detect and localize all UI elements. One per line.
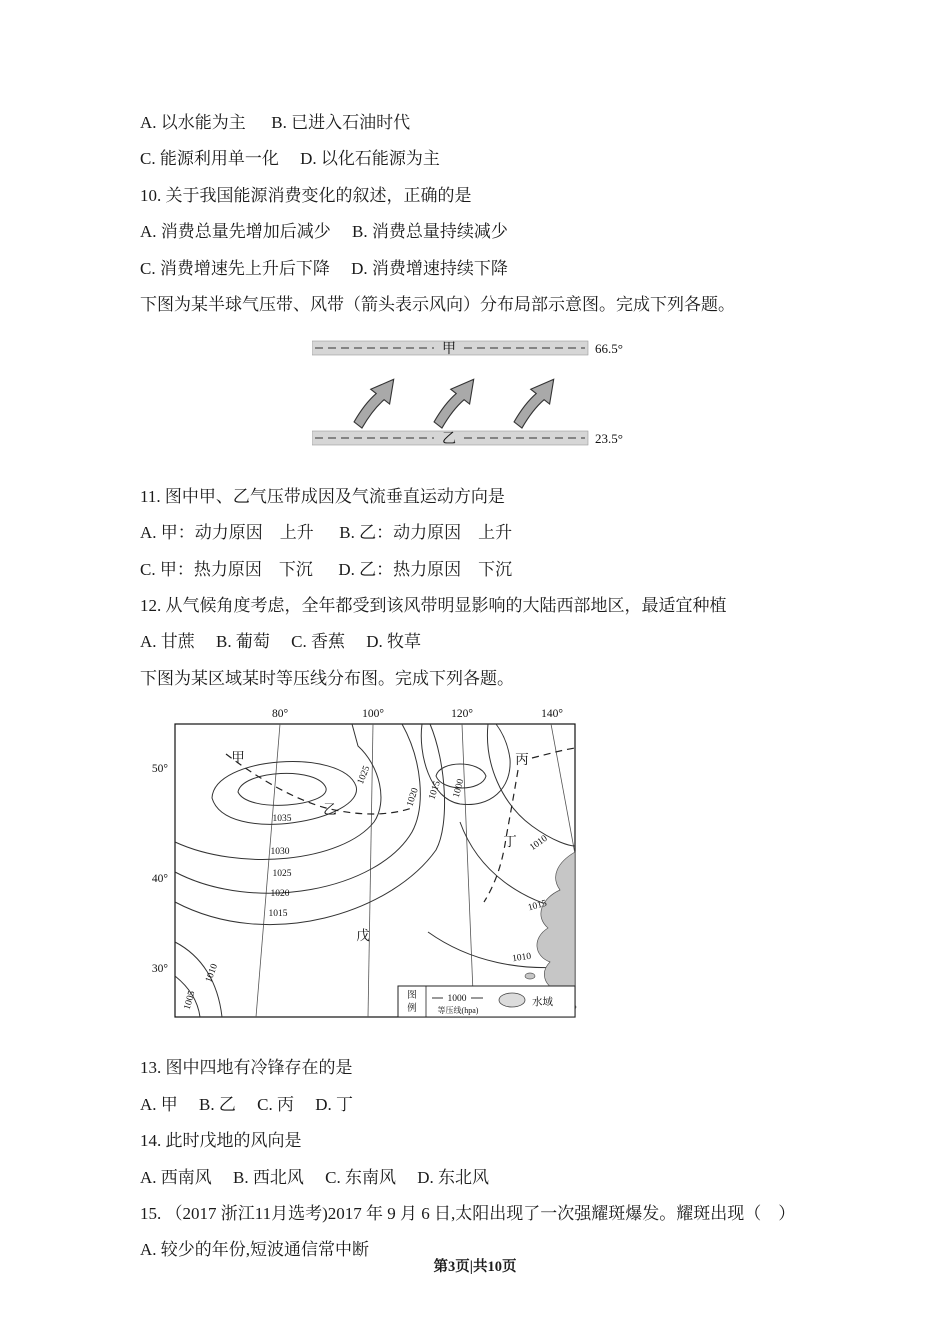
isobar-value: 1005 [182,990,198,1012]
q9-options-row-ab: A. 以水能为主 B. 已进入石油时代 [140,113,411,132]
isobar-value: 1020 [270,889,290,900]
q14-stem: 14. 此时戊地的风向是 [140,1131,302,1151]
isobar-value-labels [182,764,550,1015]
q15-stem: 15. （2017 浙江11月选考)2017 年 9 月 6 日,太阳出现了一次强耀斑爆发。耀斑出现（ ） [140,1204,796,1223]
longitude-labels [272,708,563,720]
pressure-belt-diagram [312,331,810,464]
legend-isoline-caption: 等压线(hpa) [437,1006,479,1016]
fig2-intro: 下图为某区域某时等压线分布图。完成下列各题。 [140,668,514,688]
bottom-pressure-band [312,431,623,447]
isobar-value: 1015 [268,909,288,920]
q11-options-row-ab: A. 甲：动力原因 上升 B. 乙：动力原因 上升 [140,523,513,543]
wind-arrows [349,372,564,432]
isobar-value: 1010 [204,962,221,985]
top-pressure-band [312,341,623,357]
legend-isoline-value: 1000 [447,994,467,1005]
band-bottom-label: 乙 [442,431,456,447]
map-frame [175,724,575,1017]
isobar-value: 1025 [272,869,292,880]
isobar-value: 1015 [427,780,443,802]
latitude-bottom-label: 23.5° [595,430,623,446]
isobar-lines [175,724,575,1017]
page-number: 第3页|共10页 [433,1259,517,1275]
isobar-map [130,704,810,1041]
legend-water-symbol [499,993,525,1007]
isobar-value: 1010 [528,834,550,854]
isobar-map-svg [130,704,600,1036]
page-footer [0,1255,950,1276]
lat-label: 50° [151,763,168,776]
lat-label: 30° [151,963,168,976]
point-label-yi: 乙 [323,802,337,818]
q11-options-row-cd: C. 甲：热力原因 下沉 D. 乙：热力原因 下沉 [140,559,513,579]
q14-options: A. 西南风 B. 西北风 C. 东南风 D. 东北风 [140,1167,489,1187]
isobar-value: 1035 [272,814,292,825]
band-top-label: 甲 [442,341,456,357]
isobar-value: 1015 [527,899,548,914]
q13-options: A. 甲 B. 乙 C. 丙 D. 丁 [140,1094,353,1114]
q10-options-row-cd: C. 消费增速先上升后下降 D. 消费增速持续下降 [140,258,508,278]
q11-stem: 11. 图中甲、乙气压带成因及气流垂直运动方向是 [140,486,505,506]
lon-label: 80° [271,708,289,721]
point-label-bing: 丙 [515,752,529,768]
point-label-ding: 丁 [503,834,517,850]
q10-options-row-ab: A. 消费总量先增加后减少 B. 消费总量持续减少 [140,222,508,242]
legend-title-char: 例 [407,1004,417,1015]
isobar-value: 1020 [405,787,421,809]
latitude-labels [152,763,169,975]
isobar-value: 1030 [270,847,290,858]
lon-label: 100° [362,708,384,721]
legend-water-label: 水域 [532,997,553,1009]
lon-label: 140° [541,708,563,721]
lat-label: 40° [151,873,168,886]
lon-label: 120° [451,708,473,721]
q12-stem: 12. 从气候角度考虑，全年都受到该风带明显影响的大陆西部地区，最适宜种植 [140,595,727,615]
isobar-value: 1025 [355,764,373,787]
point-label-wu: 戊 [356,928,370,944]
q9-options-row-cd: C. 能源利用单一化 D. 以化石能源为主 [140,149,440,169]
wind-arrow-icon [509,372,564,432]
q13-stem: 13. 图中四地有冷锋存在的是 [140,1058,353,1078]
q12-options: A. 甘蔗 B. 葡萄 C. 香蕉 D. 牧草 [140,632,421,652]
wind-arrow-icon [349,372,404,432]
isobar-value: 1000 [451,778,467,800]
q15-option-a: A. 较少的年份,短波通信常中断 [140,1240,370,1260]
legend-title-char: 图 [407,991,417,1002]
wind-arrow-icon [429,372,484,432]
latitude-top-label: 66.5° [595,340,623,356]
fig1-intro: 下图为某半球气压带、风带（箭头表示风向）分布局部示意图。完成下列各题。 [140,295,735,315]
isobar-value: 1010 [511,951,532,965]
pressure-belt-svg [312,331,652,459]
q10-stem: 10. 关于我国能源消费变化的叙述，正确的是 [140,185,472,205]
point-label-jia: 甲 [231,750,245,766]
map-legend [398,986,575,1017]
